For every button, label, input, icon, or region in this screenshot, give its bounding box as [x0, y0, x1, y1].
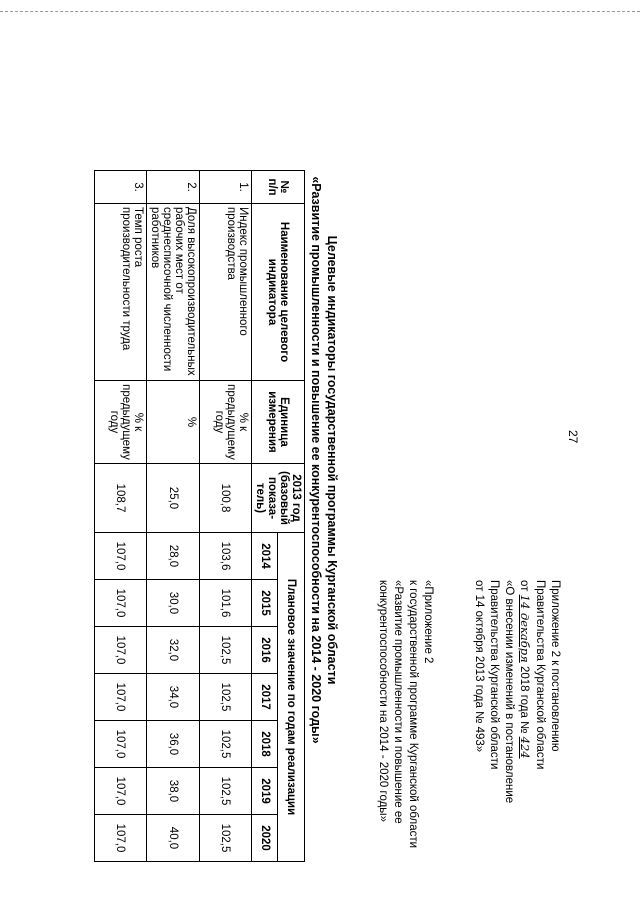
handwritten-date: 14 декабря — [518, 594, 532, 663]
year-header: 2018 — [252, 721, 279, 768]
appendix-date-line: от 14 декабря 2018 года № 424 — [518, 580, 532, 759]
handwritten-number: 424 — [518, 736, 532, 759]
col-plan: Плановое значение по годам реализации — [278, 533, 305, 862]
appendix-line: Приложение 2 к постановлению — [549, 580, 561, 752]
col-name: Наименование целевого индикатора — [252, 204, 305, 381]
appendix-line: от 14 октября 2013 года № 493» — [473, 580, 485, 753]
year-header: 2017 — [252, 674, 279, 721]
year-header: 2016 — [252, 627, 279, 674]
program-appendix-note: «Приложение 2 к государственной программе Курганской области «Развитие промышленности и повышение ее конкурентоспособности на 2014 - 2020 годы» — [377, 580, 434, 849]
appendix-line: Правительства Курганской области — [534, 580, 546, 770]
appendix-line: Правительства Курганской области — [488, 580, 500, 770]
table-header-row — [278, 171, 305, 862]
table-row: 2. Доля высокопроизводительных рабочих мест от среднесписочной численности работников % 25,0 28,0 30,0 32,0 34,0 36,0 38,0 40,0 — [147, 171, 200, 862]
page-number: 27 — [566, 430, 580, 444]
appendix-line: «О внесении изменений в постановление — [503, 580, 515, 804]
table-row: 3. Темп роста производительности труда % к предыдущему году 108,7 107,0 107,0 107,0 107,0 107,0 107,0 107,0 — [95, 171, 147, 862]
col-unit: Единица измерения — [252, 381, 305, 464]
document-title: Целевые индикаторы государственной программы Курганской области «Развитие промышленности и повышение ее конкурентоспособности на 2014 - 2020 годы» — [309, 176, 339, 744]
indicators-table — [94, 170, 305, 862]
col-number: № п/п — [252, 171, 305, 204]
year-header: 2020 — [252, 815, 279, 862]
col-base: 2013 год (базовый показа-тель) — [252, 464, 305, 533]
appendix-header — [471, 580, 562, 803]
table-row: 1. Индекс промышленного производства % к предыдущему году 100,8 103,6 101,6 102,5 102,5 102,5 102,5 102,5 — [200, 171, 252, 862]
year-header: 2019 — [252, 768, 279, 815]
year-header: 2014 — [252, 533, 279, 580]
year-header: 2015 — [252, 580, 279, 627]
